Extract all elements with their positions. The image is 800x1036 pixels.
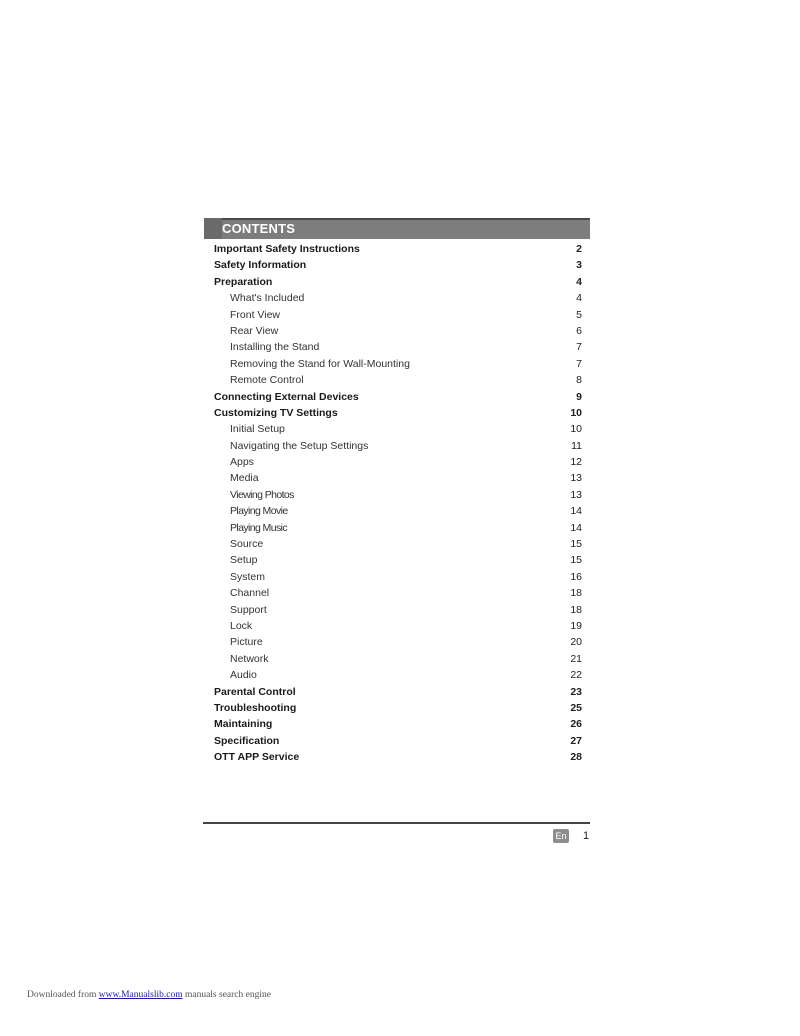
toc-entry-title: Support — [230, 603, 267, 616]
toc-entry[interactable] — [214, 503, 582, 519]
toc-entry[interactable] — [214, 569, 582, 585]
toc-entry-page: 16 — [570, 570, 582, 583]
toc-entry[interactable] — [214, 274, 582, 290]
language-badge: En — [553, 829, 569, 843]
toc-entry[interactable] — [214, 307, 582, 323]
toc-entry-title: Important Safety Instructions — [214, 243, 360, 255]
toc-entry[interactable] — [214, 585, 582, 601]
toc-entry[interactable] — [214, 716, 582, 732]
toc-entry-page: 21 — [570, 652, 582, 665]
toc-entry[interactable] — [214, 405, 582, 421]
toc-entry-title: Troubleshooting — [214, 701, 297, 714]
header-accent-block — [204, 218, 222, 239]
toc-entry[interactable] — [214, 700, 582, 716]
toc-entry-page: 4 — [576, 292, 582, 305]
contents-title: CONTENTS — [222, 221, 296, 236]
toc-entry[interactable] — [214, 634, 582, 650]
toc-entry-title: Network — [230, 652, 269, 665]
toc-entry-page: 7 — [576, 357, 582, 370]
toc-entry-page: 10 — [570, 406, 582, 419]
toc-entry[interactable] — [214, 290, 582, 306]
toc-entry[interactable] — [214, 749, 582, 765]
toc-entry-title: Playing Movie — [230, 505, 288, 518]
toc-entry[interactable] — [214, 520, 582, 536]
toc-entry-title: Picture — [230, 636, 263, 649]
toc-entry-title: Rear View — [230, 324, 279, 337]
toc-entry-page: 19 — [570, 619, 582, 632]
toc-entry-title: Parental Control — [214, 685, 296, 698]
toc-entry-page: 25 — [570, 701, 582, 714]
download-note-suffix: manuals search engine — [182, 990, 271, 1000]
toc-entry[interactable] — [214, 356, 582, 372]
toc-entry-title: Navigating the Setup Settings — [230, 439, 369, 452]
toc-entry-page: 14 — [570, 505, 582, 518]
toc-entry-title: Customizing TV Settings — [214, 406, 338, 419]
toc-entry-page: 12 — [570, 456, 582, 469]
toc-entry-title: Safety Information — [214, 259, 307, 272]
toc-entry[interactable] — [214, 602, 582, 618]
toc-entry-page: 8 — [576, 374, 582, 387]
toc-entry-title: Audio — [230, 669, 257, 682]
contents-header-bar — [204, 218, 590, 239]
toc-entry-page: 27 — [570, 734, 582, 747]
toc-entry-title: Lock — [230, 619, 253, 632]
toc-entry[interactable] — [214, 684, 582, 700]
toc-entry-page: 15 — [570, 538, 582, 551]
toc-entry[interactable] — [214, 733, 582, 749]
toc-entry-title: Source — [230, 538, 264, 551]
toc-entry[interactable] — [214, 339, 582, 355]
toc-entry-page: 7 — [576, 341, 582, 354]
toc-entry-title: Preparation — [214, 275, 273, 288]
toc-entry-page: 6 — [576, 324, 582, 337]
toc-entry[interactable] — [214, 651, 582, 667]
toc-entry-title: Maintaining — [214, 718, 273, 731]
toc-entry-title: What's Included — [230, 292, 305, 305]
toc-entry[interactable] — [214, 487, 582, 503]
toc-entry-page: 13 — [570, 488, 582, 501]
toc-entry-page: 11 — [571, 439, 582, 452]
toc-entry-page: 14 — [570, 521, 582, 534]
toc-entry[interactable] — [214, 389, 582, 405]
toc-entry[interactable] — [214, 421, 582, 437]
toc-entry[interactable] — [214, 257, 582, 273]
toc-entry-page: 13 — [570, 472, 582, 485]
toc-entry-title: Media — [230, 472, 259, 485]
download-note — [27, 990, 271, 1000]
manualslib-link[interactable]: www.Manualslib.com — [98, 990, 183, 1000]
toc-entry[interactable] — [214, 667, 582, 683]
toc-entry[interactable] — [214, 454, 582, 470]
toc-entry-page: 23 — [570, 685, 582, 698]
toc-entry[interactable] — [214, 552, 582, 568]
toc-entry-title: Installing the Stand — [230, 341, 320, 354]
table-of-contents — [214, 241, 582, 766]
toc-entry[interactable] — [214, 372, 582, 388]
toc-entry[interactable] — [214, 438, 582, 454]
toc-entry-title: Setup — [230, 554, 258, 567]
toc-entry-title: Removing the Stand for Wall-Mounting — [230, 357, 410, 370]
toc-entry-page: 3 — [576, 259, 582, 272]
toc-entry-page: 26 — [570, 718, 582, 731]
toc-entry-title: Viewing Photos — [230, 488, 294, 501]
toc-entry[interactable] — [214, 241, 582, 257]
toc-entry-title: Channel — [230, 587, 270, 600]
toc-entry[interactable] — [214, 618, 582, 634]
page-number: 1 — [583, 830, 590, 842]
toc-entry[interactable] — [214, 323, 582, 339]
toc-entry-title: Apps — [230, 456, 254, 469]
toc-entry-title: OTT APP Service — [214, 751, 300, 764]
toc-entry-title: Remote Control — [230, 374, 304, 387]
toc-entry[interactable] — [214, 536, 582, 552]
toc-entry-title: Specification — [214, 734, 280, 747]
toc-entry-page: 9 — [576, 390, 582, 403]
toc-entry-title: Playing Music — [230, 521, 287, 534]
toc-entry-page: 22 — [570, 669, 582, 682]
toc-entry-page: 15 — [570, 554, 582, 567]
toc-entry-page: 4 — [576, 275, 582, 288]
toc-entry-page: 2 — [576, 243, 582, 255]
footer-divider — [203, 822, 590, 824]
toc-entry-title: Connecting External Devices — [214, 390, 359, 403]
toc-entry-title: System — [230, 570, 266, 583]
toc-entry-title: Front View — [230, 308, 280, 321]
toc-entry-page: 10 — [570, 423, 582, 436]
toc-entry-page: 18 — [570, 587, 582, 600]
download-note-prefix: Downloaded from — [27, 990, 99, 1000]
toc-entry-page: 20 — [570, 636, 582, 649]
toc-entry-page: 18 — [570, 603, 582, 616]
toc-entry-title: Initial Setup — [230, 423, 285, 436]
toc-entry-page: 5 — [576, 308, 582, 321]
toc-entry[interactable] — [214, 470, 582, 486]
toc-entry-page: 28 — [570, 751, 582, 764]
